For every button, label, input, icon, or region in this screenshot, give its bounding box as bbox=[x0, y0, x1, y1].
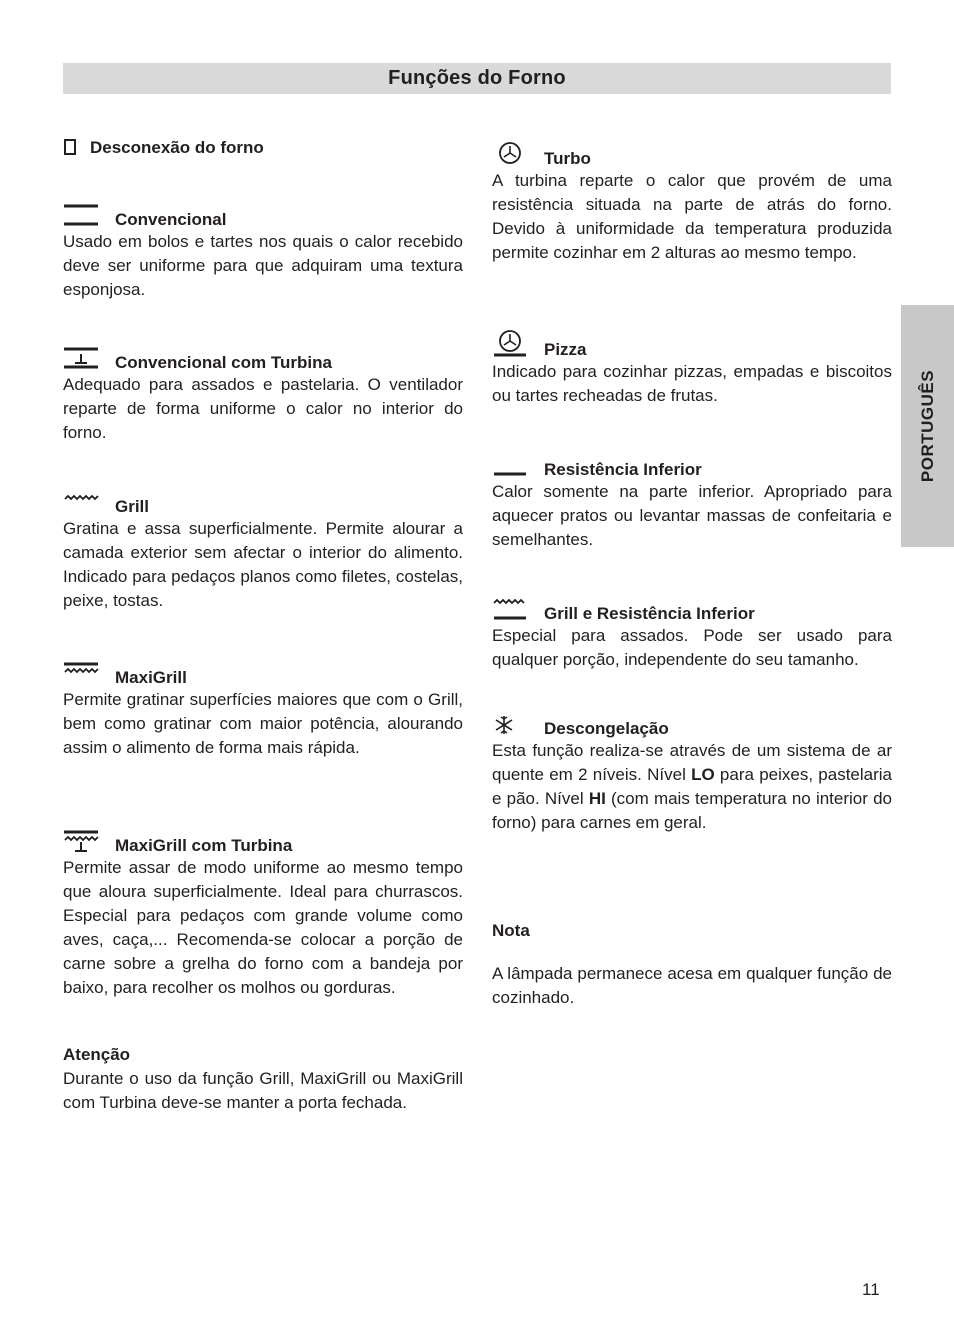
section-grill-inferior-text: Especial para assados. Pode ser usado para qualquer porção, independente do seu tamanho. bbox=[492, 626, 892, 669]
section-maxigrill-turbina bbox=[63, 832, 463, 1000]
language-tab-label: PORTUGUÊS bbox=[917, 369, 937, 483]
defrost-level-lo: LO bbox=[691, 765, 715, 784]
section-grill-title: Grill bbox=[115, 497, 150, 516]
section-inferior bbox=[492, 456, 892, 552]
pizza-fan-icon bbox=[492, 332, 528, 358]
top-bottom-heat-icon bbox=[63, 202, 99, 228]
page-header bbox=[63, 63, 891, 94]
section-off bbox=[63, 134, 463, 158]
section-maxigrill-turbina-text: Permite assar de modo uniforme ao mesmo tempo que aloura superficialmente. Ideal para churrascos. Especial para pedaços com grande volume como aves, caça,... Recomenda-se colocar a porção de carne sobre a grelha do forno com a bandeja por baixo, para recolher os molhos ou gorduras. bbox=[63, 858, 463, 997]
heat-fan-icon bbox=[63, 345, 99, 371]
maxigrill-fan-icon bbox=[63, 828, 99, 854]
section-pizza-text: Indicado para cozinhar pizzas, empadas e biscoitos ou tartes recheadas de frutas. bbox=[492, 362, 892, 405]
section-maxigrill-text: Permite gratinar superfícies maiores que com o Grill, bem como gratinar com maior potência, alourando assim o alimento de forma mais rápida. bbox=[63, 690, 463, 757]
section-inferior-title: Resistência Inferior bbox=[544, 460, 702, 479]
section-turbo-title: Turbo bbox=[544, 149, 591, 168]
defrost-text-part-2: para peixes, pastelaria e pão. Nível bbox=[492, 765, 892, 808]
section-maxigrill-turbina-title: MaxiGrill com Turbina bbox=[115, 836, 293, 855]
section-grill bbox=[63, 493, 463, 613]
bottom-heat-icon bbox=[492, 452, 528, 478]
section-nota-title: Nota bbox=[492, 921, 530, 940]
fan-icon bbox=[492, 141, 528, 167]
section-atencao bbox=[63, 1043, 463, 1115]
section-pizza bbox=[492, 336, 892, 408]
section-conv-turbina-title: Convencional com Turbina bbox=[115, 353, 332, 372]
section-turbo-text: A turbina reparte o calor que provém de uma resistência situada na parte de atrás do forno. Devido à uniformidade da temperatura produzida permite cozinhar em 2 alturas ao mesmo tempo. bbox=[492, 171, 892, 262]
section-inferior-text: Calor somente na parte inferior. Apropriado para aquecer pratos ou levantar massas de confeitaria e semelhantes. bbox=[492, 482, 892, 549]
defrost-icon bbox=[492, 711, 528, 737]
section-grill-inferior bbox=[492, 600, 892, 672]
section-convencional-text: Usado em bolos e tartes nos quais o calor recebido deve ser uniforme para que adquiram uma textura esponjosa. bbox=[63, 232, 463, 299]
defrost-text-part-1: Esta função realiza-se através de um sistema de ar quente em 2 níveis. Nível bbox=[492, 741, 892, 784]
page-title: Funções do Forno bbox=[388, 67, 566, 89]
section-grill-text: Gratina e assa superficialmente. Permite alourar a camada exterior sem afectar o interior do alimento. Indicado para pedaços planos como filetes, costelas, peixe, tostas. bbox=[63, 519, 463, 610]
section-convencional bbox=[63, 206, 463, 302]
section-atencao-title: Atenção bbox=[63, 1045, 131, 1064]
maxigrill-icon bbox=[63, 660, 99, 686]
defrost-text-part-3: (com mais temperatura no interior do forno) para carnes em geral. bbox=[492, 789, 892, 832]
section-maxigrill-title: MaxiGrill bbox=[115, 668, 187, 687]
section-nota bbox=[492, 919, 892, 1010]
section-conv-turbina-text: Adequado para assados e pastelaria. O ventilador reparte de forma uniforme o calor no interior do forno. bbox=[63, 375, 463, 442]
section-maxigrill bbox=[63, 664, 463, 760]
language-tab bbox=[901, 305, 954, 547]
grill-icon bbox=[63, 489, 99, 515]
section-pizza-title: Pizza bbox=[544, 340, 587, 359]
page-number: 11 bbox=[862, 1280, 880, 1299]
section-nota-text: A lâmpada permanece acesa em qualquer função de cozinhado. bbox=[492, 964, 892, 1007]
grill-bottom-icon bbox=[492, 596, 528, 622]
section-turbo bbox=[492, 145, 892, 265]
section-conv-turbina bbox=[63, 349, 463, 445]
section-off-title: Desconexão do forno bbox=[90, 138, 264, 157]
section-grill-inferior-title: Grill e Resistência Inferior bbox=[544, 604, 755, 623]
section-convencional-title: Convencional bbox=[115, 210, 227, 229]
defrost-level-hi: HI bbox=[588, 789, 606, 808]
section-descongelacao bbox=[492, 715, 892, 835]
section-atencao-text: Durante o uso da função Grill, MaxiGrill ou MaxiGrill com Turbina deve-se manter a porta fechada. bbox=[63, 1069, 463, 1112]
section-descongelacao-text bbox=[492, 739, 892, 835]
section-descongelacao-title: Descongelação bbox=[544, 719, 669, 738]
